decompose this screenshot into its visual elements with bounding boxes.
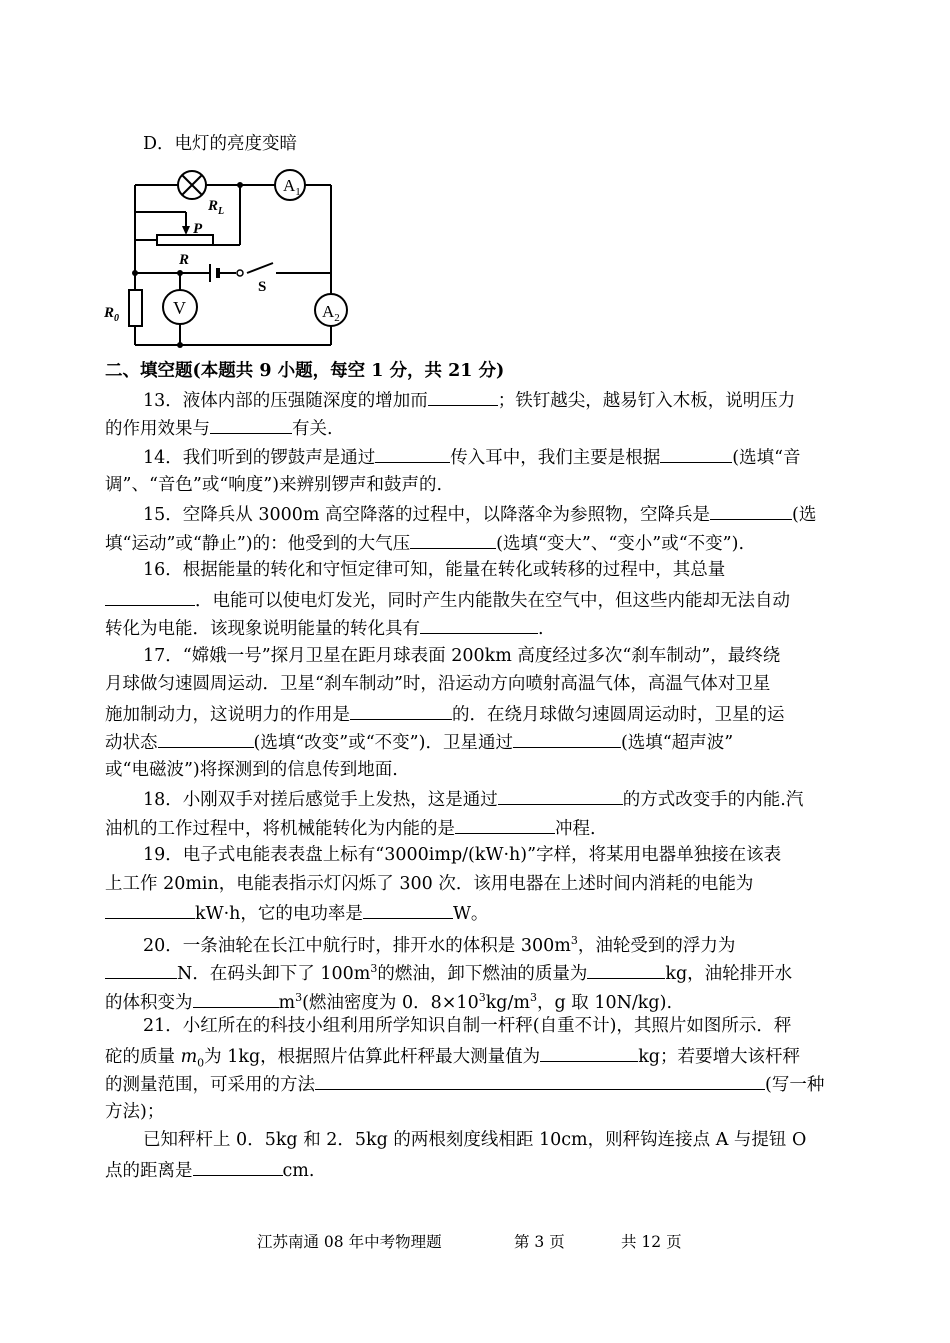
q17-line3: 施加制动力，这说明力的作用是 的．在绕月球做匀速圆周运动时，卫星的运 — [105, 701, 845, 727]
option-d: D．电灯的亮度变暗 — [143, 134, 298, 154]
q21-line4: 方法)； — [105, 1102, 165, 1122]
a2-label: $A_2$ — [322, 302, 340, 324]
q21-line3: 的测量范围，可采用的方法 (写一种 — [105, 1071, 845, 1097]
footer-total-pages: 共 12 页 — [621, 1233, 682, 1251]
q14-line2: 调”、“音色”或“响度”)来辨别锣声和鼓声的. — [105, 475, 443, 495]
q13-line2: 的作用效果与 有关. — [105, 415, 845, 441]
q17-line1: 17．“嫦娥一号”探月卫星在距月球表面 200km 高度经过多次“刹车制动”，最终绕 — [143, 646, 781, 666]
q20-line1: 20．一条油轮在长江中航行时，排开水的体积是 $300m^3$，油轮受到的浮力为 — [143, 934, 736, 956]
q15-line2: 填“运动”或“静止”)的：他受到的大气压 (选填“变大”、“变小”或“不变”). — [105, 530, 845, 556]
q15-line1: 15．空降兵从 3000m 高空降落的过程中，以降落伞为参照物，空降兵是 (选 — [143, 501, 845, 527]
p-label: P — [193, 221, 203, 237]
q16-line1: 16．根据能量的转化和守恒定律可知，能量在转化或转移的过程中，其总量 — [143, 560, 726, 580]
q16-line2: ．电能可以使电灯发光，同时产生内能散失在空气中，但这些内能却无法自动 — [105, 587, 845, 613]
a1-label: $A_1$ — [283, 176, 301, 198]
q21-line6: 点的距离是 cm. — [105, 1157, 845, 1183]
section-title: 二、填空题(本题共 9 小题，每空 1 分，共 21 分) — [105, 361, 505, 381]
q18-line2: 油机的工作过程中，将机械能转化为内能的是 冲程. — [105, 815, 845, 841]
s-label: S — [258, 279, 267, 295]
circuit-diagram — [100, 165, 360, 355]
q19-line1: 19．电子式电能表表盘上标有“3000imp/(kW·h)”字样，将某用电器单独接在该表 — [143, 845, 782, 865]
q19-line2: 上工作 20min，电能表指示灯闪烁了 300 次．该用电器在上述时间内消耗的电能为 — [105, 874, 754, 894]
q21-line2: 砣的质量 $m_0$为 1kg，根据照片估算此杆秤最大测量值为 kg；若要增大该杆秤 — [105, 1043, 845, 1076]
q19-line3: kW·h，它的电功率是 W。 — [105, 900, 845, 926]
rl-label: $R_L$ — [208, 198, 225, 217]
q20-line2: N．在码头卸下了 $100m^3$的燃油，卸下燃油的质量为 kg，油轮排开水 — [105, 957, 845, 986]
q21-line1: 21．小红所在的科技小组利用所学知识自制一杆秤(自重不计)，其照片如图所示．秤 — [143, 1016, 792, 1036]
q16-line3: 转化为电能．该现象说明能量的转化具有 . — [105, 615, 845, 641]
q17-line4: 动状态 (选填“改变”或“不变”)．卫星通过 (选填“超声波” — [105, 729, 845, 755]
q21-line5: 已知秤杆上 0．5kg 和 2．5kg 的两根刻度线相距 10cm，则秤钩连接点 A 与提钮 O — [143, 1130, 807, 1150]
r0-label: $R_0$ — [104, 305, 120, 324]
q14-line1: 14．我们听到的锣鼓声是通过 传入耳中，我们主要是根据 (选填“音 — [143, 444, 845, 470]
q18-line1: 18．小刚双手对搓后感觉手上发热，这是通过 的方式改变手的内能.汽 — [143, 786, 845, 812]
q13-line1: 13．液体内部的压强随深度的增加而 ；铁钉越尖，越易钉入木板，说明压力 — [143, 387, 845, 413]
q17-line5: 或“电磁波”)将探测到的信息传到地面. — [105, 760, 398, 780]
q20-line3: 的体积变为 $m^3$(燃油密度为 0．$8\times 10^3kg/m^3$，g 取 10N/kg). — [105, 986, 845, 1015]
footer-page-number: 第 3 页 — [514, 1233, 565, 1251]
footer-title: 江苏南通 08 年中考物理题 — [257, 1233, 442, 1251]
q17-line2: 月球做匀速圆周运动．卫星“刹车制动”时，沿运动方向喷射高温气体，高温气体对卫星 — [105, 674, 771, 694]
voltmeter-label: V — [173, 298, 186, 318]
r-label: R — [179, 252, 190, 268]
